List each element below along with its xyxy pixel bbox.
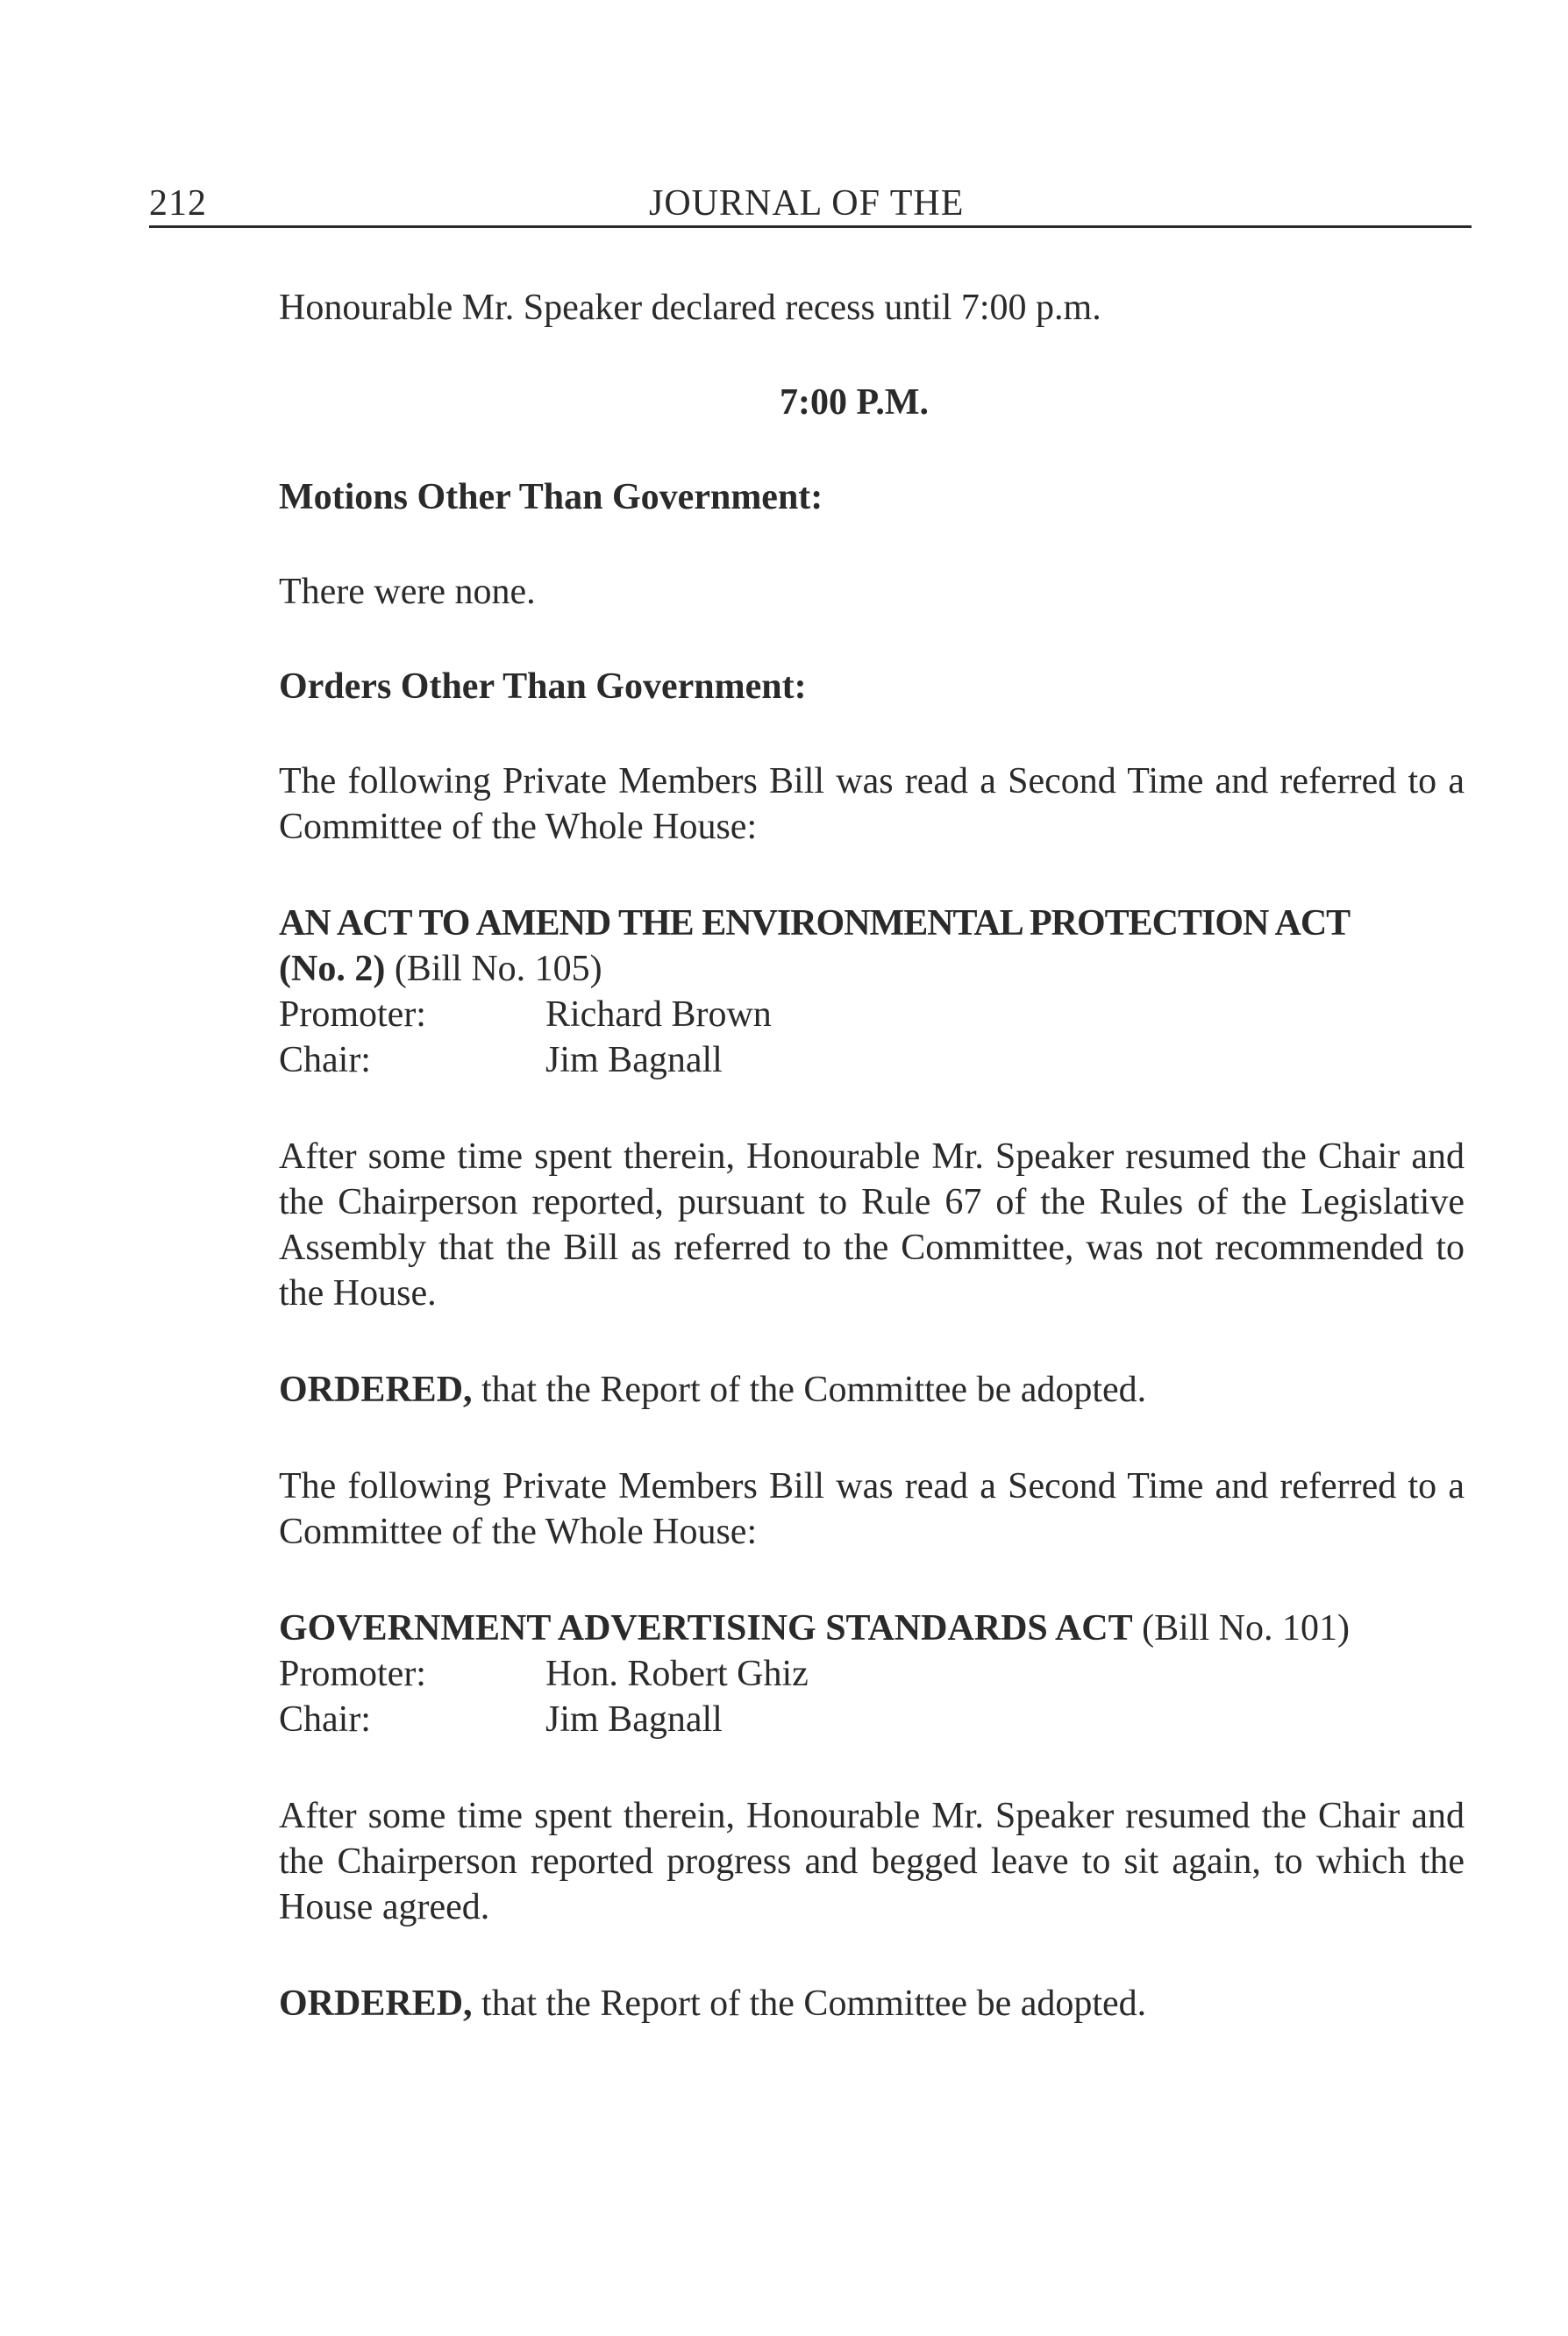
journal-title: JOURNAL OF THE — [649, 183, 965, 224]
bill2-intro: The following Private Members Bill was read a Second Time and referred to a Committee of the Whole House: — [279, 1466, 1465, 1552]
running-head — [149, 175, 1465, 228]
bill1-block — [279, 901, 1465, 1083]
bill1-chair-row — [279, 1037, 1465, 1083]
bill1-bill-number: (Bill No. 105) — [385, 949, 602, 989]
motions-heading: Motions Other Than Government: — [279, 477, 823, 517]
recess-paragraph: Honourable Mr. Speaker declared recess until 7:00 p.m. — [279, 288, 1101, 328]
bill2-chair-row — [279, 1697, 1465, 1742]
bill2-title-name: GOVERNMENT ADVERTISING STANDARDS ACT — [279, 1608, 1133, 1649]
page-body — [279, 285, 1465, 2026]
bill1-ordered-text: that the Report of the Committee be adopted. — [472, 1370, 1147, 1410]
bill2-chair-label: Chair: — [279, 1699, 371, 1740]
bill2-title — [279, 1606, 1465, 1651]
bill1-ordered-label: ORDERED, — [279, 1370, 473, 1410]
bill1-report: After some time spent therein, Honourable Mr. Speaker resumed the Chair and the Chairperson reported, pursuant to Rule 67 of the Rules of the Legislative Assembly that the Bill as referred to the Committee, was not recommended to the House. — [279, 1136, 1465, 1314]
bill1-promoter-label: Promoter: — [279, 994, 426, 1035]
bill1-ordered — [279, 1367, 1465, 1413]
bill1-promoter-row — [279, 992, 1465, 1037]
page-number: 212 — [149, 183, 207, 224]
bill1-intro: The following Private Members Bill was read a Second Time and referred to a Committee of the Whole House: — [279, 761, 1465, 847]
bill2-promoter-label: Promoter: — [279, 1654, 426, 1694]
bill2-promoter-value: Hon. Robert Ghiz — [545, 1654, 809, 1694]
header-rule — [149, 225, 1472, 228]
bill1-chair-label: Chair: — [279, 1040, 371, 1080]
bill1-title-line1: AN ACT TO AMEND THE ENVIRONMENTAL PROTECTION ACT — [279, 903, 1351, 944]
bill2-chair-value: Jim Bagnall — [545, 1699, 723, 1740]
bill2-ordered-text: that the Report of the Committee be adopted. — [472, 1983, 1147, 2024]
motions-text: There were none. — [279, 572, 536, 612]
bill2-promoter-row — [279, 1651, 1465, 1697]
bill1-promoter-value: Richard Brown — [545, 994, 772, 1035]
bill2-report: After some time spent therein, Honourable Mr. Speaker resumed the Chair and the Chairperson reported progress and begged leave to sit again, to which the House agreed. — [279, 1796, 1465, 1927]
bill1-title — [279, 901, 1465, 992]
bill2-block — [279, 1606, 1465, 1742]
bill2-bill-number: (Bill No. 101) — [1132, 1608, 1350, 1649]
orders-heading: Orders Other Than Government: — [279, 666, 807, 707]
bill1-chair-value: Jim Bagnall — [545, 1040, 723, 1080]
bill1-title-number: (No. 2) — [279, 949, 386, 989]
bill2-ordered — [279, 1981, 1465, 2026]
bill2-ordered-label: ORDERED, — [279, 1983, 473, 2024]
time-heading: 7:00 P.M. — [780, 382, 929, 423]
